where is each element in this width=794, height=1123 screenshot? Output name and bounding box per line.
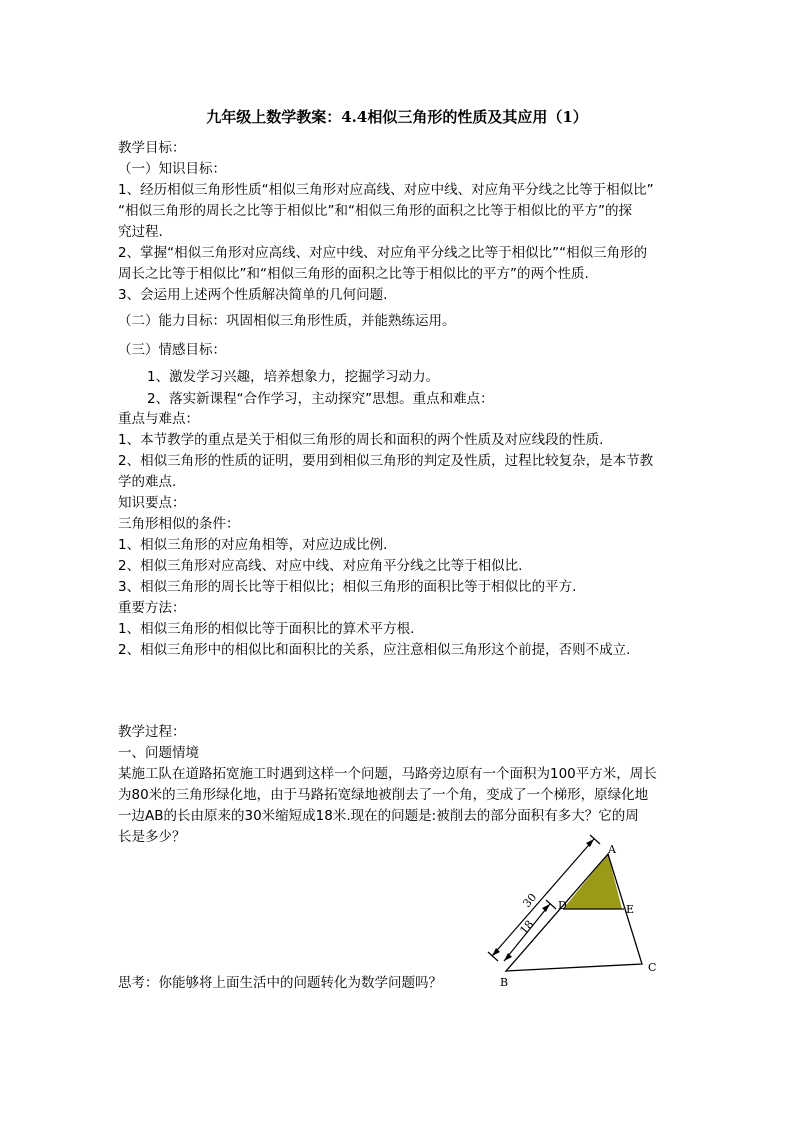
point-label-d: D bbox=[558, 899, 567, 912]
text-line: 2、掌握“相似三角形对应高线、对应中线、对应角平分线之比等于相似比”“相似三角形的 bbox=[118, 245, 648, 261]
arrowhead bbox=[504, 953, 512, 961]
document-title: 九年级上数学教案：4.4相似三角形的性质及其应用（1） bbox=[206, 108, 588, 126]
text-line: 究过程. bbox=[118, 224, 163, 240]
text-line: 重点与难点： bbox=[118, 411, 199, 427]
text-line: 2、落实新课程“合作学习，主动探究”思想。重点和难点： bbox=[147, 391, 494, 407]
text-line: 长是多少？ bbox=[118, 829, 186, 845]
text-line: 3、相似三角形的周长比等于相似比；相似三角形的面积比等于相似比的平方. bbox=[118, 579, 577, 595]
text-line: 重要方法： bbox=[118, 600, 186, 616]
dimension-label-18: 18 bbox=[517, 917, 537, 937]
text-line: 一、问题情境 bbox=[118, 745, 199, 761]
triangle-diagram bbox=[478, 830, 668, 990]
text-line: 1、经历相似三角形性质“相似三角形对应高线、对应中线、对应角平分线之比等于相似比” bbox=[118, 182, 654, 198]
text-line: 1、激发学习兴趣，培养想象力，挖掘学习动力。 bbox=[147, 369, 440, 385]
text-line: （二）能力目标：巩固相似三角形性质，并能熟练运用。 bbox=[118, 313, 456, 329]
text-line: （一）知识目标： bbox=[118, 161, 226, 177]
text-line: 周长之比等于相似比”和“相似三角形的面积之比等于相似比的平方”的两个性质. bbox=[118, 266, 589, 282]
text-line: 1、本节教学的重点是关于相似三角形的周长和面积的两个性质及对应线段的性质. bbox=[118, 432, 604, 448]
text-line: 1、相似三角形的对应角相等，对应边成比例. bbox=[118, 537, 388, 553]
text-line: 一边AB的长由原来的30米缩短成18米.现在的问题是:被削去的部分面积有多大？它的周 bbox=[118, 808, 639, 824]
text-line: 2、相似三角形对应高线、对应中线、对应角平分线之比等于相似比. bbox=[118, 558, 523, 574]
text-line: 2、相似三角形中的相似比和面积比的关系，应注意相似三角形这个前提，否则不成立. bbox=[118, 642, 631, 658]
text-line: 三角形相似的条件： bbox=[118, 516, 240, 532]
point-label-e: E bbox=[626, 903, 635, 916]
point-label-c: C bbox=[648, 961, 657, 974]
dimension-label-30: 30 bbox=[520, 890, 540, 910]
text-line: 某施工队在道路拓宽施工时遇到这样一个问题，马路旁边原有一个面积为100平方米，周长 bbox=[118, 766, 657, 782]
text-line: 3、会运用上述两个性质解决简单的几何问题. bbox=[118, 287, 388, 303]
triangle-figure bbox=[478, 830, 668, 990]
triangle-abc bbox=[506, 854, 642, 971]
text-line: 2、相似三角形的性质的证明，要用到相似三角形的判定及性质，过程比较复杂，是本节教 bbox=[118, 453, 654, 469]
text-line: 思考：你能够将上面生活中的问题转化为数学问题吗？ bbox=[118, 975, 442, 991]
text-line: 知识要点： bbox=[118, 495, 186, 511]
arrowhead bbox=[542, 904, 550, 912]
point-label-a: A bbox=[608, 843, 616, 856]
point-label-b: B bbox=[500, 976, 509, 989]
text-line: “相似三角形的周长之比等于相似比”和“相似三角形的面积之比等于相似比的平方”的探 bbox=[118, 203, 632, 219]
text-line: 为80米的三角形绿化地，由于马路拓宽绿地被削去了一个角，变成了一个梯形，原绿化地 bbox=[118, 787, 649, 803]
arrowhead bbox=[492, 948, 500, 956]
shaded-triangle-ade bbox=[563, 854, 622, 909]
arrowhead bbox=[586, 839, 594, 847]
text-line: 教学过程： bbox=[118, 724, 186, 740]
text-line: 1、相似三角形的相似比等于面积比的算术平方根. bbox=[118, 621, 415, 637]
text-line: 学的难点. bbox=[118, 474, 177, 490]
text-line: 教学目标： bbox=[118, 140, 186, 156]
text-line: （三）情感目标： bbox=[118, 342, 226, 358]
